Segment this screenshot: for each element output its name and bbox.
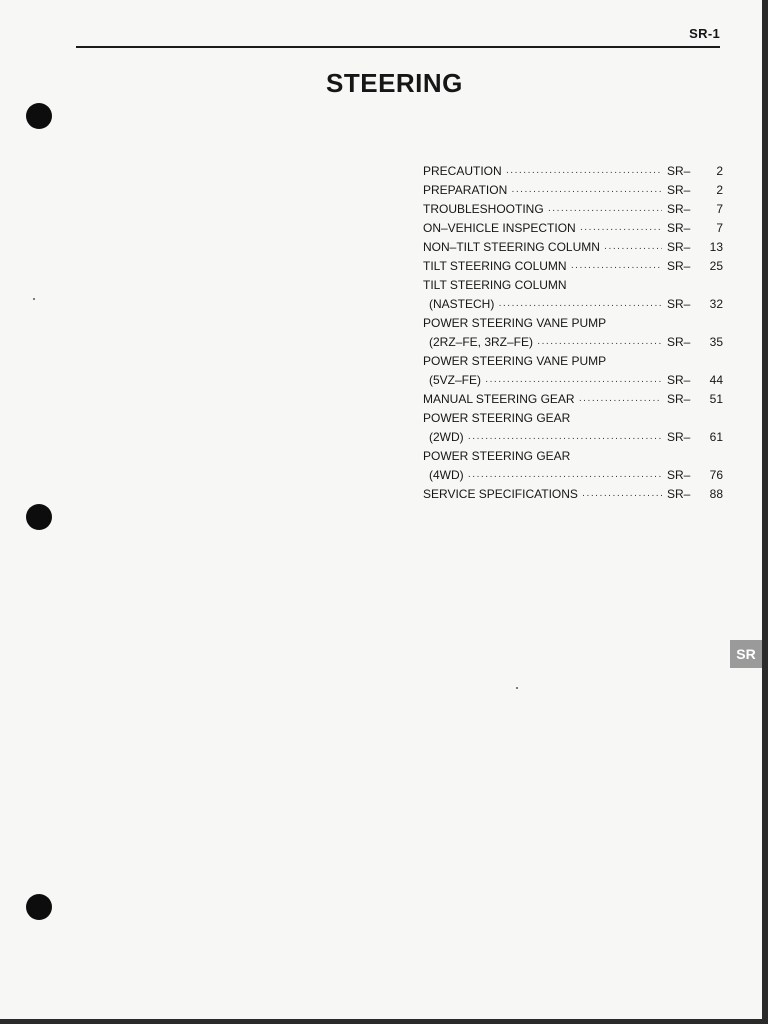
- dot-leader: [498, 296, 662, 315]
- toc-entry-title: TILT STEERING COLUMN: [423, 278, 567, 292]
- toc-entry-title: (5VZ–FE): [429, 373, 482, 387]
- toc-page-prefix: SR–: [667, 297, 691, 311]
- toc-entry-title: NON–TILT STEERING COLUMN: [423, 240, 600, 254]
- toc-entry-page: [667, 162, 723, 181]
- section-tab[interactable]: SR: [730, 640, 762, 668]
- toc-entry-page: [667, 238, 723, 257]
- page-number: SR-1: [689, 26, 720, 41]
- toc-page-number: 76: [709, 468, 723, 482]
- toc-entry-page: [667, 295, 723, 314]
- toc-entry-title: ON–VEHICLE INSPECTION: [423, 221, 576, 235]
- toc-page-number: 2: [716, 183, 723, 197]
- toc-page-prefix: SR–: [667, 335, 691, 349]
- toc-entry-page: [667, 200, 723, 219]
- dot-leader: [468, 467, 662, 486]
- toc-entry[interactable]: [423, 257, 723, 276]
- dot-leader: [582, 486, 662, 505]
- dot-leader: [485, 372, 662, 391]
- toc-entry-title: PREPARATION: [423, 183, 508, 197]
- toc-entry[interactable]: [423, 295, 723, 314]
- toc-entry-title: MANUAL STEERING GEAR: [423, 392, 575, 406]
- table-of-contents: [423, 162, 723, 504]
- toc-entry[interactable]: [423, 238, 723, 257]
- toc-entry[interactable]: [423, 447, 723, 466]
- toc-page-prefix: SR–: [667, 221, 691, 235]
- toc-entry-title: POWER STEERING VANE PUMP: [423, 354, 607, 368]
- toc-entry[interactable]: [423, 162, 723, 181]
- toc-page-prefix: SR–: [667, 430, 691, 444]
- toc-page-number: 7: [716, 221, 723, 235]
- toc-page-prefix: SR–: [667, 202, 691, 216]
- toc-page-number: 32: [709, 297, 723, 311]
- toc-entry[interactable]: [423, 390, 723, 409]
- toc-page-prefix: SR–: [667, 259, 691, 273]
- toc-entry[interactable]: [423, 428, 723, 447]
- scan-edge-bottom: [0, 1019, 768, 1024]
- toc-entry-title: POWER STEERING GEAR: [423, 449, 571, 463]
- toc-entry-title: POWER STEERING VANE PUMP: [423, 316, 607, 330]
- scan-speck: [33, 298, 35, 300]
- binder-hole-icon: [26, 103, 52, 129]
- dot-leader: [537, 334, 662, 353]
- toc-entry-page: [667, 485, 723, 504]
- toc-page-prefix: SR–: [667, 468, 691, 482]
- toc-page-prefix: SR–: [667, 392, 691, 406]
- toc-entry-title: (4WD): [429, 468, 464, 482]
- dot-leader: [548, 201, 662, 220]
- toc-entry-page: [667, 466, 723, 485]
- toc-entry-title: PRECAUTION: [423, 164, 502, 178]
- toc-entry-page: [667, 219, 723, 238]
- dot-leader: [511, 182, 662, 201]
- binder-hole-icon: [26, 894, 52, 920]
- dot-leader: [579, 391, 662, 410]
- toc-entry-page: [667, 333, 723, 352]
- toc-entry-title: (NASTECH): [429, 297, 495, 311]
- toc-entry[interactable]: [423, 352, 723, 371]
- toc-entry[interactable]: [423, 314, 723, 333]
- toc-entry[interactable]: [423, 181, 723, 200]
- toc-entry[interactable]: [423, 409, 723, 428]
- toc-page-number: 44: [709, 373, 723, 387]
- toc-entry-title: TROUBLESHOOTING: [423, 202, 544, 216]
- toc-entry-page: [667, 257, 723, 276]
- toc-entry-title: POWER STEERING GEAR: [423, 411, 571, 425]
- binder-hole-icon: [26, 504, 52, 530]
- toc-page-number: 35: [709, 335, 723, 349]
- toc-entry[interactable]: [423, 200, 723, 219]
- toc-entry-title: (2WD): [429, 430, 464, 444]
- toc-page-number: 61: [709, 430, 723, 444]
- toc-entry-page: [667, 181, 723, 200]
- dot-leader: [506, 163, 662, 182]
- toc-page-number: 88: [709, 487, 723, 501]
- toc-page-prefix: SR–: [667, 487, 691, 501]
- toc-page-number: 51: [709, 392, 723, 406]
- toc-entry-page: [667, 428, 723, 447]
- toc-entry-title: TILT STEERING COLUMN: [423, 259, 567, 273]
- toc-entry[interactable]: [423, 371, 723, 390]
- toc-entry-title: SERVICE SPECIFICATIONS: [423, 487, 578, 501]
- dot-leader: [604, 239, 662, 258]
- toc-entry[interactable]: [423, 485, 723, 504]
- header-rule: [76, 46, 720, 48]
- toc-page-prefix: SR–: [667, 373, 691, 387]
- toc-page-number: 7: [716, 202, 723, 216]
- toc-entry-title: (2RZ–FE, 3RZ–FE): [429, 335, 534, 349]
- dot-leader: [571, 258, 662, 277]
- toc-entry-page: [667, 390, 723, 409]
- toc-page-prefix: SR–: [667, 164, 691, 178]
- toc-entry[interactable]: [423, 333, 723, 352]
- toc-page-number: 25: [709, 259, 723, 273]
- dot-leader: [468, 429, 662, 448]
- toc-entry[interactable]: [423, 466, 723, 485]
- toc-entry[interactable]: [423, 276, 723, 295]
- toc-page-number: 13: [709, 240, 723, 254]
- page-title: STEERING: [326, 68, 463, 98]
- scan-edge-right: [762, 0, 768, 1024]
- toc-page-prefix: SR–: [667, 183, 691, 197]
- scan-speck: [516, 687, 518, 689]
- toc-entry[interactable]: [423, 219, 723, 238]
- dot-leader: [580, 220, 662, 239]
- toc-page-number: 2: [716, 164, 723, 178]
- toc-page-prefix: SR–: [667, 240, 691, 254]
- toc-entry-page: [667, 371, 723, 390]
